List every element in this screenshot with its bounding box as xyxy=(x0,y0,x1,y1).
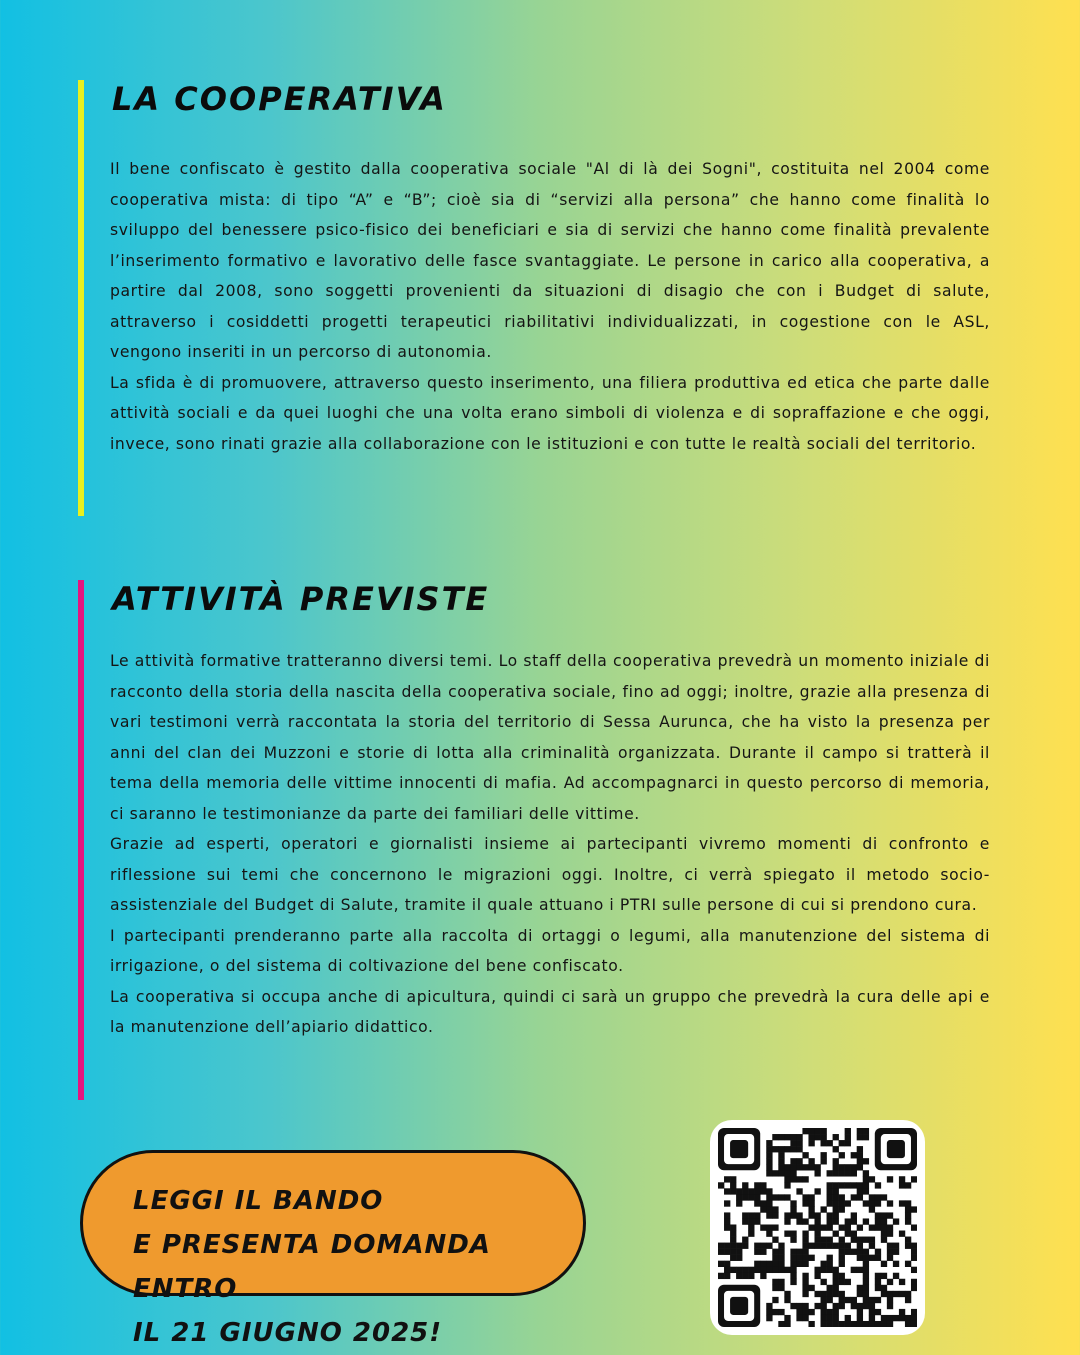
qr-code-icon[interactable] xyxy=(710,1120,925,1335)
qr-finder-pattern xyxy=(718,1285,760,1327)
accent-bar-yellow xyxy=(78,80,84,516)
qr-finder-pattern xyxy=(718,1128,760,1170)
section-body xyxy=(110,154,990,459)
paragraph: I partecipanti prenderanno parte alla raccolta di ortaggi o legumi, alla manutenzione del sistema di irrigazione, o del sistema di coltivazione del bene confiscato. xyxy=(110,926,990,975)
paragraph: Il bene confiscato è gestito dalla cooperativa sociale "Al di là dei Sogni", costituita nel 2004 come cooperativa mista: di tipo “A” e “B”; cioè sia di “servizi alla persona” che hanno come finalità lo sviluppo del benessere psico-fisico dei beneficiari e sia di servizi che hanno come finalità prevalente l’inserimento formativo e lavorativo delle fasce svantaggiate. Le persone in carico alla cooperativa, a partire dal 2008, sono soggetti provenienti da situazioni di disagio che con i Budget di salute, attraverso i cosiddetti progetti terapeutici riabilitativi individualizzati, in cogestione con le ASL, vengono inseriti in un percorso di autonomia. xyxy=(110,160,990,361)
cta-text xyxy=(133,1179,583,1355)
cta-badge[interactable] xyxy=(80,1150,586,1348)
paragraph: La sfida è di promuovere, attraverso questo inserimento, una filiera produttiva ed etica che parte dalle attività sociali e da quei luoghi che una volta erano simboli di violenza e di sopraffazione e che oggi, invece, sono rinati grazie alla collaborazione con le istituzioni e con tutte le realtà sociali del territorio. xyxy=(110,373,990,453)
paragraph: La cooperativa si occupa anche di apicultura, quindi ci sarà un gruppo che prevedrà la cura delle api e la manutenzione dell’apiario didattico. xyxy=(110,987,990,1036)
cta-line: E PRESENTA DOMANDA ENTRO xyxy=(133,1230,491,1304)
section-la-cooperativa xyxy=(78,80,990,516)
paragraph: Grazie ad esperti, operatori e giornalisti insieme ai partecipanti vivremo momenti di confronto e riflessione sui temi che concernono le migrazioni oggi. Inoltre, ci verrà spiegato il metodo socio-assistenziale del Budget di Salute, tramite il quale attuano i PTRI sulle persone di cui si prendono cura. xyxy=(110,835,990,914)
cta-line: IL 21 GIUGNO 2025! xyxy=(133,1318,443,1348)
paragraph: Le attività formative tratteranno diversi temi. Lo staff della cooperativa prevedrà un momento iniziale di racconto della storia della nascita della cooperativa sociale, fino ad oggi; inoltre, grazie alla presenza di vari testimoni verrà raccontata la storia del territorio di Sessa Aurunca, che ha visto la presenza per anni del clan dei Muzzoni e storie di lotta alla criminalità organizzata. Durante il campo si tratterà il tema della memoria delle vittime innocenti di mafia. Ad accompagnarci in questo percorso di memoria, ci saranno le testimonianze da parte dei familiari delle vittime. xyxy=(110,652,990,823)
accent-bar-magenta xyxy=(78,580,84,1100)
section-title: LA COOPERATIVA xyxy=(112,80,447,118)
section-attivita-previste xyxy=(78,580,990,1100)
cta-line: LEGGI IL BANDO xyxy=(133,1186,384,1216)
qr-finder-pattern xyxy=(875,1128,917,1170)
section-title: ATTIVITÀ PREVISTE xyxy=(112,580,490,618)
section-body xyxy=(110,646,990,1043)
qr-code-graphic xyxy=(718,1128,917,1327)
